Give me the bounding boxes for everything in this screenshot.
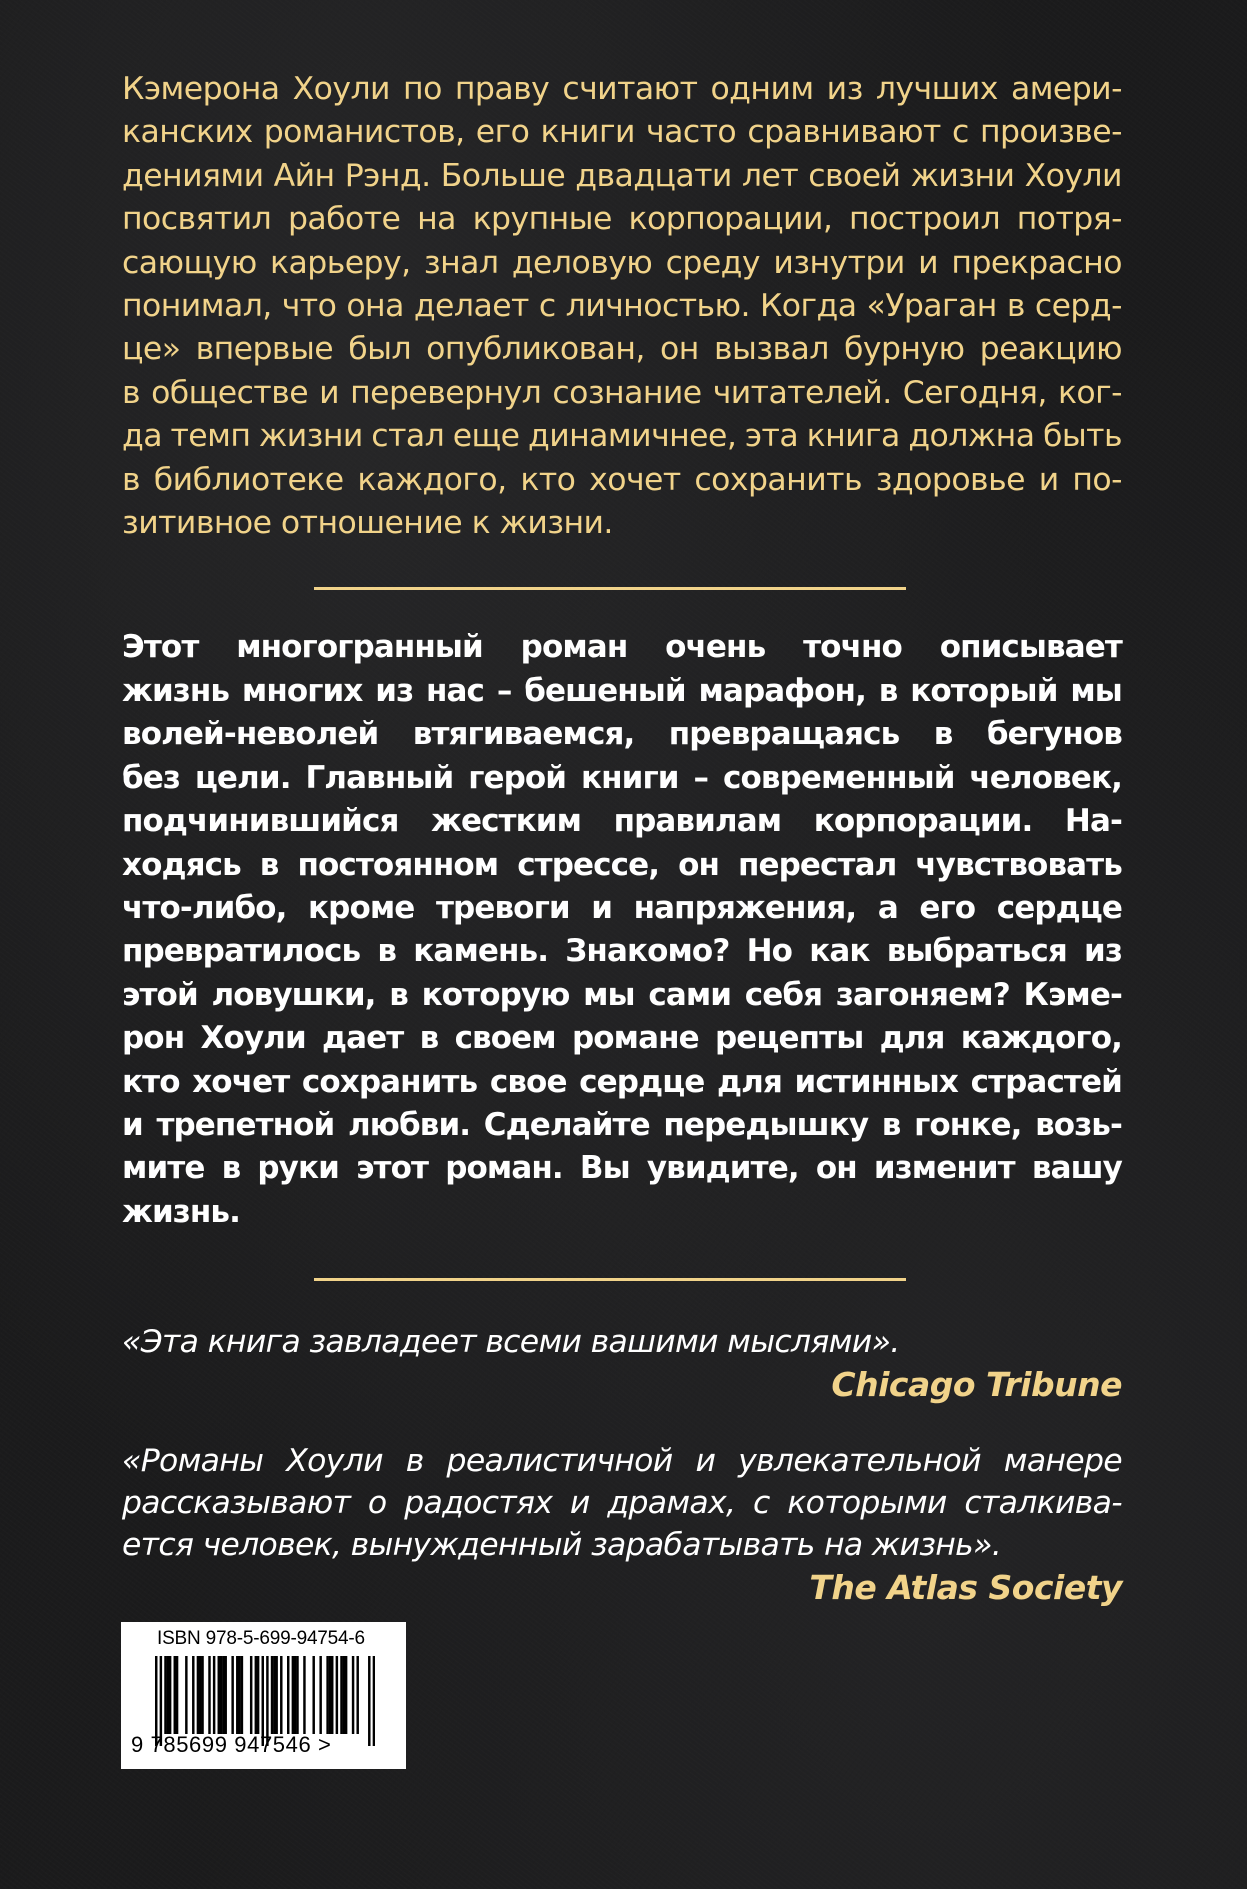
word: впервые [195, 331, 334, 368]
word: перевернул [350, 374, 542, 411]
word: в [377, 933, 397, 970]
word: которую [421, 976, 570, 1013]
intro-line [122, 372, 1122, 415]
word: эта [744, 418, 799, 455]
blurb-line [122, 626, 1122, 669]
word: карьеру, [270, 244, 411, 281]
word: произве- [979, 114, 1122, 151]
word: своем [454, 1020, 556, 1057]
barcode-bar [257, 1656, 259, 1734]
quote-text: ется человек, вынужденный зарабатывать на жизнь». [122, 1527, 1002, 1564]
barcode-bar [176, 1656, 178, 1734]
word: марафон, [698, 672, 866, 709]
barcode-bar [213, 1656, 215, 1734]
word: еще [452, 418, 520, 455]
word: сами [648, 976, 732, 1013]
word: тревоги [435, 889, 570, 926]
word: изменит [873, 1150, 1015, 1187]
word: Сегодня, [902, 374, 1047, 411]
barcode-bar [303, 1656, 305, 1734]
word: бегунов [986, 716, 1122, 753]
barcode-bar [326, 1656, 328, 1734]
intro-line [122, 328, 1122, 371]
word: с [752, 1485, 770, 1522]
blurb-line [122, 974, 1122, 1017]
barcode-bar [312, 1656, 314, 1734]
word: в [881, 1106, 901, 1143]
word: превратилось [122, 933, 361, 970]
word: загоняем? [835, 976, 1010, 1013]
word: сохранить [301, 1063, 478, 1100]
word: среду [665, 244, 760, 281]
word: был [348, 331, 412, 368]
word: этой [122, 976, 198, 1013]
word: Этот [122, 629, 199, 666]
word: хочет [589, 461, 681, 498]
back-cover-content [122, 68, 1122, 1610]
barcode-bar [199, 1656, 201, 1734]
word: Когда [759, 288, 857, 325]
word: и [918, 244, 939, 281]
word: Айн [273, 157, 335, 194]
word: личностью. [565, 288, 750, 325]
word: Вы [579, 1150, 630, 1187]
word: корпорации, [628, 201, 833, 238]
word: для [717, 1063, 782, 1100]
intro-line [122, 285, 1122, 328]
word: дениями [122, 157, 264, 194]
word: превращаясь [668, 716, 900, 753]
word: радостях [404, 1485, 553, 1522]
word: читателей. [712, 374, 892, 411]
word: в [122, 461, 141, 498]
word: изнутри [773, 244, 905, 281]
word: одним [710, 71, 814, 107]
blurb-line [122, 1061, 1122, 1104]
word: чувствовать [915, 846, 1122, 883]
word: темп [170, 418, 251, 455]
word: Главный [305, 759, 454, 796]
word: очень [665, 629, 766, 666]
word: сающую [122, 244, 257, 281]
word: рассказывают [122, 1485, 351, 1522]
word: лучших [875, 71, 998, 107]
barcode-bar [345, 1656, 347, 1734]
word: гонке, [914, 1106, 1022, 1143]
word: серд- [1034, 288, 1122, 325]
word: из [1084, 933, 1122, 970]
word: знал [423, 244, 499, 281]
word: книги [540, 114, 635, 151]
word: о [367, 1485, 387, 1522]
word: и [1038, 461, 1059, 498]
word: постоянном [297, 846, 499, 883]
barcode-bar [238, 1656, 240, 1734]
word: сердце [579, 1063, 705, 1100]
word: Знакомо? [565, 933, 730, 970]
word: Хоули [200, 1020, 306, 1057]
word: возь- [1035, 1106, 1122, 1143]
word: книги [581, 759, 679, 796]
word: он [660, 331, 699, 368]
intro-line [122, 111, 1122, 154]
word: свое [489, 1063, 567, 1100]
word: делает [413, 288, 529, 325]
word: в [221, 1150, 241, 1187]
barcode-bar [336, 1656, 338, 1734]
word: сознание [552, 374, 702, 411]
barcode-bar [241, 1656, 243, 1734]
word: на [417, 201, 456, 238]
word: библиотеке [153, 461, 344, 498]
blurb-line [122, 757, 1122, 800]
barcode-bar [329, 1656, 331, 1734]
word: кроме [308, 889, 415, 926]
word: руки [257, 1150, 339, 1187]
word: реалистичной [446, 1443, 673, 1480]
word: опубликован, [426, 331, 645, 368]
word: Кэме- [1023, 976, 1122, 1013]
intro-line [122, 242, 1122, 285]
barcode-bar [201, 1656, 203, 1734]
word: – [496, 672, 512, 709]
word: «Романы [122, 1443, 264, 1480]
word: деловую [511, 244, 653, 281]
word: крупные [472, 201, 612, 238]
word: что-либо, [122, 889, 287, 926]
word: мы [1070, 672, 1122, 709]
word: в [1006, 288, 1025, 325]
word: из [826, 71, 863, 107]
barcode-bar [185, 1656, 187, 1734]
quote-text [122, 1482, 1122, 1524]
word: и [591, 889, 613, 926]
word: в [259, 846, 279, 883]
word: по- [1072, 461, 1122, 498]
word: каждого, [960, 1020, 1122, 1057]
word: по [403, 71, 442, 107]
blurb-line [122, 844, 1122, 887]
word: считают [562, 71, 698, 107]
word: Хоули [286, 1443, 383, 1480]
review-quote [122, 1321, 1122, 1407]
word: волей-неволей [122, 716, 379, 753]
review-quote [122, 1440, 1122, 1610]
barcode-bar [292, 1656, 294, 1734]
barcode-bar [331, 1656, 333, 1734]
word: вашу [1031, 1150, 1122, 1187]
word: жизнь [122, 672, 230, 709]
word: без [122, 759, 180, 796]
word: жестким [431, 803, 582, 840]
barcode-bar [294, 1656, 296, 1734]
word: современный [722, 759, 955, 796]
word: и [569, 1485, 590, 1522]
review-quotes [122, 1321, 1122, 1610]
blurb-line [122, 1104, 1122, 1147]
word: динамичнее, [527, 418, 737, 455]
barcode-bar [340, 1656, 342, 1734]
word: обществе [151, 374, 309, 411]
word: сердце [996, 889, 1122, 926]
barcode-bar [218, 1656, 220, 1734]
word: увлекательной [738, 1443, 981, 1480]
word: а [877, 889, 898, 926]
intro-line: зитивное отношение к жизни. [122, 505, 613, 542]
ean-digits: 9 785699 947546 > [131, 1732, 332, 1757]
word: что [281, 288, 337, 325]
word: жизни [258, 418, 363, 455]
word: посвятил [122, 201, 272, 238]
word: Хоули [292, 71, 390, 107]
word: дает [322, 1020, 404, 1057]
word: рон [122, 1020, 185, 1057]
barcode-bar [231, 1656, 233, 1734]
word: построил [849, 201, 1001, 238]
blurb-line [122, 887, 1122, 930]
word: в [419, 1020, 439, 1057]
blurb-line [122, 670, 1122, 713]
barcode-bar [197, 1656, 199, 1734]
word: Рэнд. [344, 157, 431, 194]
barcode-bar [271, 1656, 273, 1734]
barcode-bar [167, 1656, 169, 1734]
barcode-bar [164, 1656, 166, 1734]
word: понимал, [122, 288, 272, 325]
word: сохранить [694, 461, 862, 498]
word: сравнивают [747, 114, 941, 151]
barcode-bar [343, 1656, 345, 1734]
word: жизни [910, 157, 1015, 194]
blurb-line [122, 1017, 1122, 1060]
intro-line [122, 459, 1122, 502]
word: «Ураган [866, 288, 997, 325]
barcode-bar [224, 1656, 226, 1734]
word: да [122, 418, 162, 455]
word: реакцию [979, 331, 1122, 368]
blurb-line: жизнь. [122, 1193, 240, 1230]
word: роман. [445, 1150, 563, 1187]
word: она [346, 288, 404, 325]
word: мы [583, 976, 635, 1013]
word: мите [122, 1150, 205, 1187]
word: бешеный [524, 672, 686, 709]
word: быть [1042, 418, 1122, 455]
word: которыми [787, 1485, 947, 1522]
word: и [122, 1106, 143, 1143]
barcode-bar [352, 1656, 354, 1734]
word: прекрасно [951, 244, 1122, 281]
word: двадцати [575, 157, 732, 194]
word: На- [1064, 803, 1122, 840]
word: роман [520, 629, 628, 666]
barcode-bar [222, 1656, 224, 1734]
word: здоровье [875, 461, 1025, 498]
word: манере [1003, 1443, 1122, 1480]
word: многих [241, 672, 363, 709]
word: рецепты [715, 1020, 864, 1057]
quote-text: «Эта книга завладеет всеми вашими мыслями». [122, 1324, 900, 1361]
blurb-line [122, 930, 1122, 973]
word: в [389, 976, 408, 1013]
barcode-bar [250, 1656, 252, 1734]
quote-source: Chicago Tribune [831, 1365, 1122, 1405]
word: человек, [969, 759, 1122, 796]
word: точно [803, 629, 902, 666]
barcode-bar [169, 1656, 171, 1734]
word: часто [646, 114, 737, 151]
word: и [695, 1443, 716, 1480]
word: романистов, [263, 114, 465, 151]
word: с [951, 114, 969, 151]
barcode-bar [220, 1656, 222, 1734]
word: должна [908, 418, 1035, 455]
word: Хоули [1024, 157, 1122, 194]
word: книга [806, 418, 900, 455]
word: многогранный [236, 629, 483, 666]
quote-text [122, 1440, 1122, 1482]
barcode-bar [287, 1656, 289, 1734]
word: напряжения, [633, 889, 857, 926]
word: праву [454, 71, 550, 107]
word: в [405, 1443, 424, 1480]
word: Но [746, 933, 793, 970]
word: в [933, 716, 953, 753]
word: потря- [1016, 201, 1122, 238]
barcode-bar [319, 1656, 321, 1734]
word: ходясь [122, 846, 241, 883]
word: его [475, 114, 530, 151]
barcode-bar [273, 1656, 275, 1734]
barcode-bar [236, 1656, 238, 1734]
word: корпорации. [813, 803, 1033, 840]
word: он [815, 1150, 857, 1187]
author-intro-paragraph [122, 68, 1122, 545]
isbn-label: ISBN 978-5-699-94754-6 [157, 1628, 365, 1649]
barcode-bar [208, 1656, 210, 1734]
word: романе [571, 1020, 699, 1057]
word: его [919, 889, 976, 926]
word: истинных [794, 1063, 958, 1100]
word: из [375, 672, 414, 709]
word: втягиваемся, [412, 716, 635, 753]
word: канских [122, 114, 253, 151]
barcode-bar [373, 1656, 375, 1746]
barcode-bar [280, 1656, 282, 1734]
blurb-line [122, 1147, 1122, 1190]
word: страстей [970, 1063, 1122, 1100]
barcode-bar [368, 1656, 370, 1746]
intro-line [122, 198, 1122, 241]
word: который [910, 672, 1058, 709]
word: в [122, 374, 141, 411]
word: нас [426, 672, 485, 709]
intro-line [122, 155, 1122, 198]
word: он [678, 846, 719, 883]
word: сталкива- [964, 1485, 1122, 1522]
word: описывает [939, 629, 1122, 666]
book-blurb-paragraph [122, 626, 1122, 1234]
word: каждого, [357, 461, 507, 498]
word: бурную [843, 331, 965, 368]
word: в [878, 672, 898, 709]
word: ловушки, [211, 976, 376, 1013]
intro-line [122, 415, 1122, 458]
word: вызвал [713, 331, 829, 368]
word: для [879, 1020, 945, 1057]
word: Кэмерона [122, 71, 280, 107]
word: себя [744, 976, 823, 1013]
barcode-bar [356, 1656, 358, 1734]
word: камень. [413, 933, 549, 970]
word: цели. [194, 759, 291, 796]
barcode-bar [174, 1656, 176, 1734]
barcode-bar [275, 1656, 277, 1734]
quote-source: The Atlas Society [809, 1568, 1122, 1608]
word: как [809, 933, 870, 970]
word: це» [122, 331, 181, 368]
word: перестал [737, 846, 897, 883]
word: кто [122, 1063, 180, 1100]
blurb-line [122, 800, 1122, 843]
word: – [693, 759, 709, 796]
section-divider [314, 587, 906, 590]
section-divider [314, 1278, 906, 1281]
word: хочет [192, 1063, 290, 1100]
word: Сделайте [483, 1106, 650, 1143]
word: работе [287, 201, 401, 238]
intro-line [122, 68, 1122, 111]
word: герой [468, 759, 567, 796]
word: стал [371, 418, 445, 455]
word: любви. [347, 1106, 471, 1143]
isbn-barcode [121, 1622, 406, 1769]
word: кто [520, 461, 576, 498]
word: Больше [440, 157, 566, 194]
barcode-bar [192, 1656, 194, 1734]
blurb-line [122, 713, 1122, 756]
word: подчинившийся [122, 803, 399, 840]
word: правилам [613, 803, 782, 840]
word: трепетной [156, 1106, 335, 1143]
barcode-bar [296, 1656, 298, 1734]
word: увидите, [646, 1150, 799, 1187]
word: передышку [663, 1106, 869, 1143]
word: этот [356, 1150, 429, 1187]
word: ког- [1057, 374, 1122, 411]
word: стрессе, [517, 846, 660, 883]
barcode-bar [255, 1656, 257, 1734]
word: с [538, 288, 556, 325]
word: выбраться [886, 933, 1067, 970]
word: лет [741, 157, 799, 194]
word: и [319, 374, 340, 411]
word: драмах, [607, 1485, 736, 1522]
word: амери- [1010, 71, 1122, 107]
word: своей [808, 157, 901, 194]
